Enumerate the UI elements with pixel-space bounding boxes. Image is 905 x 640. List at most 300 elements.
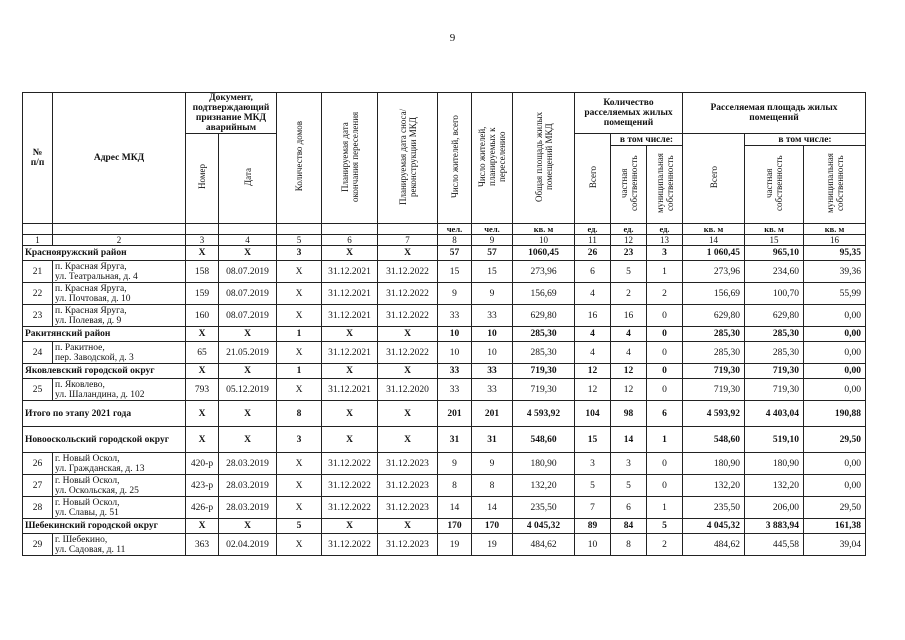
- value-cell: 4 403,04: [745, 401, 804, 427]
- value-cell: 180,90: [513, 453, 575, 475]
- value-cell: 0,00: [804, 453, 866, 475]
- value-cell: 10: [472, 327, 513, 342]
- header-houses: Количество домов: [277, 93, 322, 224]
- value-cell: 180,90: [745, 453, 804, 475]
- value-cell: 39,04: [804, 534, 866, 556]
- address-line: п. Яковлево,: [55, 379, 105, 390]
- value-cell: 235,50: [683, 497, 745, 519]
- value-cell: 719,30: [683, 364, 745, 379]
- value-cell: 02.04.2019: [219, 534, 277, 556]
- value-cell: 31.12.2022: [322, 534, 378, 556]
- value-cell: 08.07.2019: [219, 305, 277, 327]
- value-cell: 3: [277, 246, 322, 261]
- value-cell: 31.12.2022: [378, 305, 438, 327]
- value-cell: 84: [611, 519, 647, 534]
- header-total-area: Общая площадь жилых помещений МКД: [513, 93, 575, 224]
- value-cell: 629,80: [745, 305, 804, 327]
- table-row: [23, 497, 866, 519]
- value-cell: 31: [438, 427, 472, 453]
- header-doc-date: Дата: [219, 134, 277, 224]
- value-cell: X: [378, 246, 438, 261]
- resettlement-table: [22, 92, 866, 556]
- value-cell: 190,88: [804, 401, 866, 427]
- value-cell: 57: [472, 246, 513, 261]
- value-cell: 719,30: [745, 364, 804, 379]
- unit-cell: кв. м: [513, 224, 575, 235]
- table-row: [23, 342, 866, 364]
- table-body: [23, 93, 866, 556]
- value-cell: 5: [611, 261, 647, 283]
- value-cell: 31.12.2022: [378, 261, 438, 283]
- unit-cell: чел.: [472, 224, 513, 235]
- value-cell: X: [378, 327, 438, 342]
- col-index: 3: [186, 235, 219, 246]
- table-row: [23, 453, 866, 475]
- value-cell: 1: [277, 327, 322, 342]
- row-number: 24: [23, 342, 53, 364]
- value-cell: 31.12.2022: [378, 283, 438, 305]
- value-cell: 7: [575, 497, 611, 519]
- value-cell: X: [277, 453, 322, 475]
- value-cell: 5: [575, 475, 611, 497]
- group-row: [23, 427, 866, 453]
- value-cell: 98: [611, 401, 647, 427]
- value-cell: 0,00: [804, 305, 866, 327]
- value-cell: 170: [472, 519, 513, 534]
- value-cell: 31.12.2022: [322, 497, 378, 519]
- value-cell: 4: [575, 283, 611, 305]
- address-line: п. Красная Яруга,: [55, 261, 127, 272]
- header-num: № п/п: [23, 93, 53, 224]
- value-cell: 2: [647, 534, 683, 556]
- value-cell: 4: [611, 342, 647, 364]
- value-cell: 31.12.2023: [378, 453, 438, 475]
- value-cell: 8: [472, 475, 513, 497]
- col-index: 14: [683, 235, 745, 246]
- value-cell: 0: [647, 305, 683, 327]
- value-cell: 31.12.2021: [322, 305, 378, 327]
- value-cell: 1060,45: [513, 246, 575, 261]
- value-cell: 548,60: [513, 427, 575, 453]
- value-cell: 423-р: [186, 475, 219, 497]
- header-demolition: Планируемая дата сноса/ реконструкции МКД: [378, 93, 438, 224]
- value-cell: X: [219, 427, 277, 453]
- header-doc-number: Номер: [186, 134, 219, 224]
- value-cell: 12: [575, 364, 611, 379]
- value-cell: 31.12.2021: [322, 342, 378, 364]
- value-cell: 4: [611, 327, 647, 342]
- value-cell: 15: [575, 427, 611, 453]
- row-number: 26: [23, 453, 53, 475]
- address-cell: [53, 497, 186, 519]
- group-row: [23, 327, 866, 342]
- page-number: 9: [449, 32, 456, 44]
- address-line: ул. Гражданская, д. 13: [55, 463, 145, 474]
- group-row: [23, 364, 866, 379]
- value-cell: 12: [611, 379, 647, 401]
- value-cell: 0: [647, 364, 683, 379]
- value-cell: 33: [438, 305, 472, 327]
- row-number: 25: [23, 379, 53, 401]
- value-cell: X: [378, 519, 438, 534]
- value-cell: 0,00: [804, 327, 866, 342]
- group-name: Итого по этапу 2021 года: [23, 401, 186, 427]
- col-index: 10: [513, 235, 575, 246]
- address-line: ул. Шаландина, д. 102: [55, 389, 145, 400]
- group-name: Краснояружский район: [23, 246, 186, 261]
- value-cell: 273,96: [683, 261, 745, 283]
- value-cell: 5: [277, 519, 322, 534]
- value-cell: 4 593,92: [513, 401, 575, 427]
- value-cell: 4: [575, 327, 611, 342]
- value-cell: X: [322, 246, 378, 261]
- value-cell: 548,60: [683, 427, 745, 453]
- value-cell: 201: [438, 401, 472, 427]
- address-line: ул. Полевая, д. 9: [55, 315, 122, 326]
- col-index: 4: [219, 235, 277, 246]
- value-cell: X: [186, 327, 219, 342]
- value-cell: X: [322, 519, 378, 534]
- col-index: 2: [53, 235, 186, 246]
- value-cell: X: [186, 401, 219, 427]
- value-cell: 160: [186, 305, 219, 327]
- value-cell: 519,10: [745, 427, 804, 453]
- value-cell: 57: [438, 246, 472, 261]
- value-cell: 719,30: [513, 364, 575, 379]
- address-line: г. Новый Оскол,: [55, 453, 120, 464]
- value-cell: 4 593,92: [683, 401, 745, 427]
- value-cell: 132,20: [745, 475, 804, 497]
- value-cell: 6: [611, 497, 647, 519]
- value-cell: X: [277, 305, 322, 327]
- table-row: [23, 261, 866, 283]
- value-cell: 19: [472, 534, 513, 556]
- value-cell: 31.12.2022: [322, 475, 378, 497]
- address-cell: [53, 342, 186, 364]
- group-name: Шебекинский городской округ: [23, 519, 186, 534]
- value-cell: 31.12.2022: [322, 453, 378, 475]
- value-cell: 14: [611, 427, 647, 453]
- value-cell: 132,20: [683, 475, 745, 497]
- value-cell: 484,62: [513, 534, 575, 556]
- col-index: 7: [378, 235, 438, 246]
- value-cell: X: [219, 246, 277, 261]
- value-cell: 28.03.2019: [219, 475, 277, 497]
- value-cell: 6: [647, 401, 683, 427]
- value-cell: 31.12.2023: [378, 497, 438, 519]
- value-cell: 285,30: [683, 327, 745, 342]
- value-cell: 1: [647, 261, 683, 283]
- value-cell: 6: [575, 261, 611, 283]
- value-cell: 0: [647, 327, 683, 342]
- value-cell: 2: [647, 283, 683, 305]
- header-rooms-all: Всего: [575, 134, 611, 224]
- value-cell: 15: [438, 261, 472, 283]
- value-cell: 31.12.2020: [378, 379, 438, 401]
- value-cell: 26: [575, 246, 611, 261]
- value-cell: X: [186, 427, 219, 453]
- col-index: 8: [438, 235, 472, 246]
- row-number: 22: [23, 283, 53, 305]
- value-cell: 4 045,32: [513, 519, 575, 534]
- value-cell: 206,00: [745, 497, 804, 519]
- address-line: ул. Оскольская, д. 25: [55, 485, 139, 496]
- value-cell: 12: [611, 364, 647, 379]
- value-cell: 484,62: [683, 534, 745, 556]
- col-index: 1: [23, 235, 53, 246]
- address-line: п. Ракитное,: [55, 342, 105, 353]
- value-cell: 33: [438, 364, 472, 379]
- value-cell: 65: [186, 342, 219, 364]
- header-rooms-incl: в том числе:: [611, 134, 683, 146]
- value-cell: X: [219, 364, 277, 379]
- value-cell: 95,35: [804, 246, 866, 261]
- table-row: [23, 379, 866, 401]
- value-cell: 31.12.2021: [322, 283, 378, 305]
- table-row: [23, 283, 866, 305]
- group-row: [23, 246, 866, 261]
- header-document: Документ, подтверждающий признание МКД аварийным: [186, 93, 277, 134]
- group-name: Яковлевский городской округ: [23, 364, 186, 379]
- value-cell: 8: [611, 534, 647, 556]
- value-cell: 08.07.2019: [219, 261, 277, 283]
- value-cell: 14: [438, 497, 472, 519]
- unit-cell: ед.: [575, 224, 611, 235]
- value-cell: 33: [472, 364, 513, 379]
- header-area-private: частная собственность: [745, 146, 804, 224]
- value-cell: 0,00: [804, 342, 866, 364]
- header-residents-planned: Число жителей, планируемых к переселению: [472, 93, 513, 224]
- value-cell: 3: [611, 453, 647, 475]
- value-cell: 23: [611, 246, 647, 261]
- value-cell: 5: [611, 475, 647, 497]
- row-number: 23: [23, 305, 53, 327]
- value-cell: 39,36: [804, 261, 866, 283]
- value-cell: 719,30: [683, 379, 745, 401]
- value-cell: 201: [472, 401, 513, 427]
- value-cell: 180,90: [683, 453, 745, 475]
- col-index: 6: [322, 235, 378, 246]
- address-line: ул. Садовая, д. 11: [55, 544, 126, 555]
- value-cell: 31.12.2021: [322, 261, 378, 283]
- unit-cell: ед.: [611, 224, 647, 235]
- value-cell: 33: [472, 305, 513, 327]
- value-cell: 420-р: [186, 453, 219, 475]
- value-cell: 10: [472, 342, 513, 364]
- value-cell: 285,30: [683, 342, 745, 364]
- address-cell: [53, 534, 186, 556]
- value-cell: 16: [575, 305, 611, 327]
- value-cell: 158: [186, 261, 219, 283]
- value-cell: 793: [186, 379, 219, 401]
- value-cell: 285,30: [513, 342, 575, 364]
- col-index: 11: [575, 235, 611, 246]
- column-index-row: [23, 235, 866, 246]
- group-name: Ракитянский район: [23, 327, 186, 342]
- value-cell: 9: [472, 283, 513, 305]
- value-cell: 29,50: [804, 497, 866, 519]
- header-rooms-private: частная собственность: [611, 146, 647, 224]
- value-cell: 629,80: [513, 305, 575, 327]
- value-cell: 0: [647, 453, 683, 475]
- value-cell: 104: [575, 401, 611, 427]
- value-cell: 235,50: [513, 497, 575, 519]
- address-cell: [53, 453, 186, 475]
- value-cell: 3: [647, 246, 683, 261]
- value-cell: 10: [575, 534, 611, 556]
- value-cell: X: [277, 283, 322, 305]
- value-cell: 08.07.2019: [219, 283, 277, 305]
- value-cell: X: [219, 327, 277, 342]
- header-area-all: Всего: [683, 134, 745, 224]
- address-cell: [53, 475, 186, 497]
- value-cell: 159: [186, 283, 219, 305]
- value-cell: 31.12.2023: [378, 475, 438, 497]
- value-cell: 1: [277, 364, 322, 379]
- value-cell: 445,58: [745, 534, 804, 556]
- value-cell: X: [186, 519, 219, 534]
- value-cell: 0: [647, 342, 683, 364]
- value-cell: 10: [438, 327, 472, 342]
- value-cell: 3: [277, 427, 322, 453]
- value-cell: 0,00: [804, 475, 866, 497]
- value-cell: 629,80: [683, 305, 745, 327]
- header-area-resettled: Расселяемая площадь жилых помещений: [683, 93, 866, 134]
- unit-cell: кв. м: [683, 224, 745, 235]
- address-cell: [53, 283, 186, 305]
- value-cell: 05.12.2019: [219, 379, 277, 401]
- address-line: г. Новый Оскол,: [55, 475, 120, 486]
- address-cell: [53, 261, 186, 283]
- value-cell: 31.12.2022: [378, 342, 438, 364]
- col-index: 12: [611, 235, 647, 246]
- value-cell: 14: [472, 497, 513, 519]
- address-line: г. Шебекино,: [55, 534, 108, 545]
- value-cell: 363: [186, 534, 219, 556]
- row-number: 27: [23, 475, 53, 497]
- header-rooms-municipal: муниципальная собственность: [647, 146, 683, 224]
- value-cell: 31.12.2023: [378, 534, 438, 556]
- value-cell: X: [186, 364, 219, 379]
- value-cell: 33: [472, 379, 513, 401]
- value-cell: X: [322, 401, 378, 427]
- value-cell: 28.03.2019: [219, 497, 277, 519]
- row-number: 21: [23, 261, 53, 283]
- units-row: [23, 224, 866, 235]
- value-cell: 9: [438, 283, 472, 305]
- value-cell: 9: [472, 453, 513, 475]
- value-cell: 285,30: [745, 327, 804, 342]
- value-cell: X: [378, 427, 438, 453]
- value-cell: 0: [647, 379, 683, 401]
- value-cell: 2: [611, 283, 647, 305]
- header-address: Адрес МКД: [53, 93, 186, 224]
- value-cell: X: [277, 261, 322, 283]
- address-line: ул. Почтовая, д. 10: [55, 293, 131, 304]
- value-cell: X: [219, 519, 277, 534]
- value-cell: 1: [647, 427, 683, 453]
- value-cell: 15: [472, 261, 513, 283]
- value-cell: 719,30: [513, 379, 575, 401]
- value-cell: X: [378, 364, 438, 379]
- unit-cell: кв. м: [745, 224, 804, 235]
- value-cell: 29,50: [804, 427, 866, 453]
- address-line: пер. Заводской, д. 3: [55, 352, 134, 363]
- header-residents-total: Число жителей, всего: [438, 93, 472, 224]
- value-cell: 10: [438, 342, 472, 364]
- group-name: Новооскольский городской округ: [23, 427, 186, 453]
- value-cell: X: [277, 379, 322, 401]
- header-rooms-count: Количество расселяемых жилых помещений: [575, 93, 683, 134]
- group-row: [23, 519, 866, 534]
- unit-cell: кв. м: [804, 224, 866, 235]
- header-area-incl: в том числе:: [745, 134, 866, 146]
- value-cell: 3 883,94: [745, 519, 804, 534]
- col-index: 15: [745, 235, 804, 246]
- value-cell: 1: [647, 497, 683, 519]
- address-line: г. Новый Оскол,: [55, 497, 120, 508]
- value-cell: 31: [472, 427, 513, 453]
- value-cell: 0: [647, 475, 683, 497]
- value-cell: X: [322, 327, 378, 342]
- value-cell: 161,38: [804, 519, 866, 534]
- value-cell: 719,30: [745, 379, 804, 401]
- value-cell: 1 060,45: [683, 246, 745, 261]
- table-row: [23, 534, 866, 556]
- value-cell: 8: [277, 401, 322, 427]
- address-cell: [53, 379, 186, 401]
- value-cell: 965,10: [745, 246, 804, 261]
- address-line: п. Красная Яруга,: [55, 283, 127, 294]
- value-cell: 8: [438, 475, 472, 497]
- address-cell: [53, 305, 186, 327]
- value-cell: 9: [438, 453, 472, 475]
- col-index: 16: [804, 235, 866, 246]
- value-cell: X: [277, 475, 322, 497]
- value-cell: 156,69: [683, 283, 745, 305]
- value-cell: 285,30: [513, 327, 575, 342]
- value-cell: 3: [575, 453, 611, 475]
- value-cell: X: [277, 497, 322, 519]
- address-line: ул. Славы, д. 51: [55, 507, 119, 518]
- value-cell: 28.03.2019: [219, 453, 277, 475]
- row-number: 28: [23, 497, 53, 519]
- table-row: [23, 475, 866, 497]
- value-cell: 285,30: [745, 342, 804, 364]
- col-index: 9: [472, 235, 513, 246]
- value-cell: 4: [575, 342, 611, 364]
- value-cell: 16: [611, 305, 647, 327]
- value-cell: 170: [438, 519, 472, 534]
- value-cell: 55,99: [804, 283, 866, 305]
- col-index: 13: [647, 235, 683, 246]
- header-resettle-end: Планируемая дата окончания переселения: [322, 93, 378, 224]
- value-cell: 19: [438, 534, 472, 556]
- header-area-municipal: муниципальная собственность: [804, 146, 866, 224]
- group-row: [23, 401, 866, 427]
- value-cell: 100,70: [745, 283, 804, 305]
- value-cell: 234,60: [745, 261, 804, 283]
- col-index: 5: [277, 235, 322, 246]
- value-cell: 31.12.2021: [322, 379, 378, 401]
- value-cell: X: [277, 534, 322, 556]
- value-cell: 89: [575, 519, 611, 534]
- value-cell: 273,96: [513, 261, 575, 283]
- value-cell: 21.05.2019: [219, 342, 277, 364]
- value-cell: 0,00: [804, 379, 866, 401]
- value-cell: 4 045,32: [683, 519, 745, 534]
- unit-cell: ед.: [647, 224, 683, 235]
